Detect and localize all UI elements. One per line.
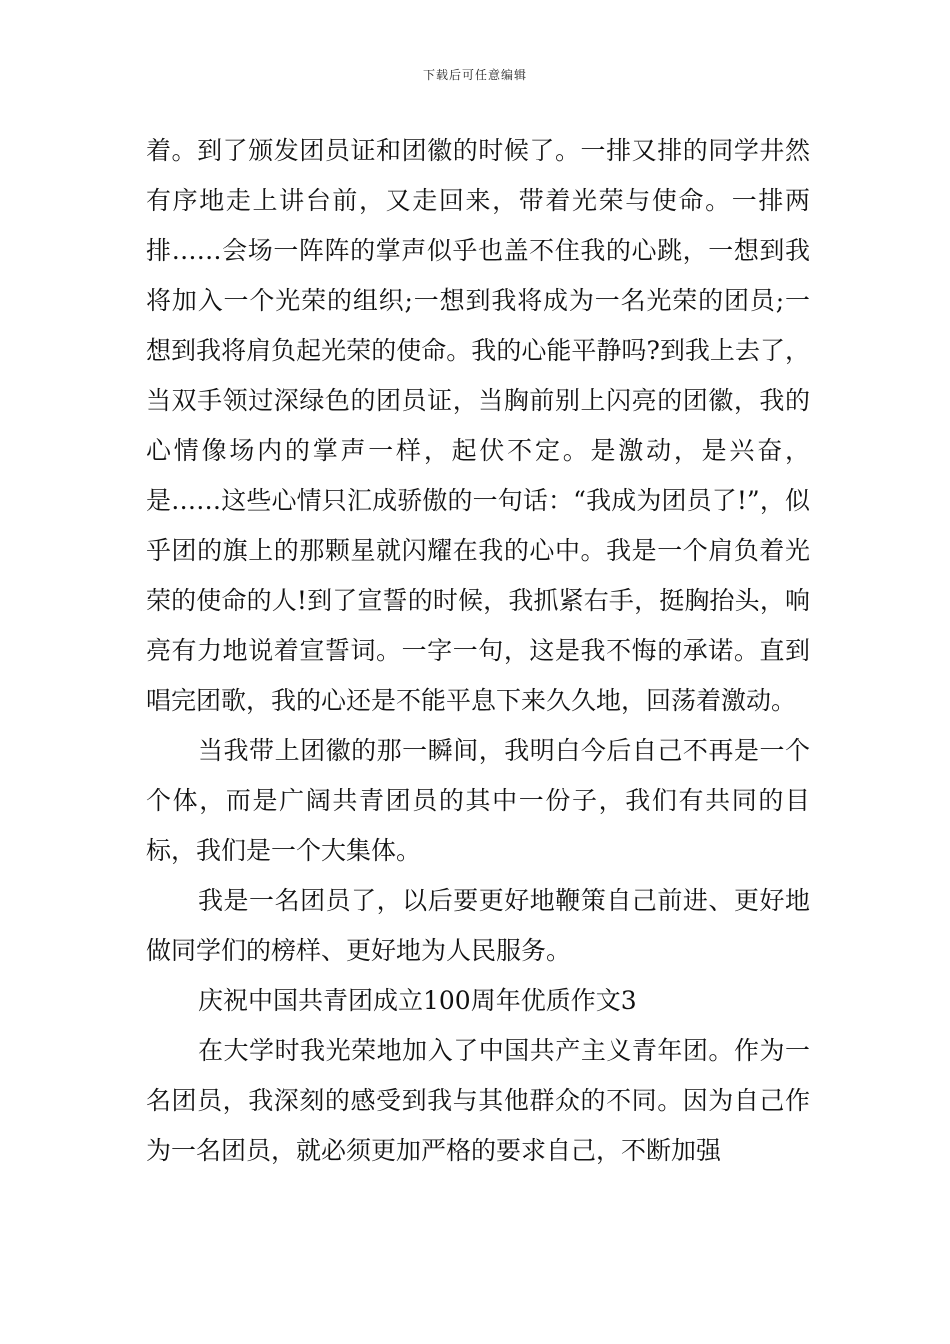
section-title: 庆祝中国共青团成立100周年优质作文3 [198, 986, 637, 1015]
header-note: 下载后可任意编辑 [422, 68, 527, 82]
document-body [146, 126, 810, 1176]
paragraph-continued: 着。到了颁发团员证和团徽的时候了。一排又排的同学井然有序地走上讲台前，又走回来，带着光荣与使命。一排两排……会场一阵阵的掌声似乎也盖不住我的心跳，一想到我将加入一个光荣的组织;一想到我将成为一名光荣的团员;一想到我将肩负起光荣的使命。我的心能平静吗?到我上去了，当双手领过深绿色的团员证，当胸前别上闪亮的团徽，我的心情像场内的掌声一样，起伏不定。是激动，是兴奋，是……这些心情只汇成骄傲的一句话：“我成为团员了!”，似乎团的旗上的那颗星就闪耀在我的心中。我是一个肩负着光荣的使命的人!到了宣誓的时候，我抓紧右手，挺胸抬头，响亮有力地说着宣誓词。一字一句，这是我不悔的承诺。直到唱完团歌，我的心还是不能平息下来久久地，回荡着激动。 [146, 136, 810, 715]
paragraph: 在大学时我光荣地加入了中国共产主义青年团。作为一名团员，我深刻的感受到我与其他群众的不同。因为自己作为一名团员，就必须更加严格的要求自己，不断加强 [146, 1036, 810, 1165]
paragraph: 当我带上团徽的那一瞬间，我明白今后自己不再是一个个体，而是广阔共青团员的其中一份子，我们有共同的目标，我们是一个大集体。 [146, 736, 810, 865]
paragraph: 我是一名团员了，以后要更好地鞭策自己前进、更好地做同学们的榜样、更好地为人民服务。 [146, 886, 810, 965]
